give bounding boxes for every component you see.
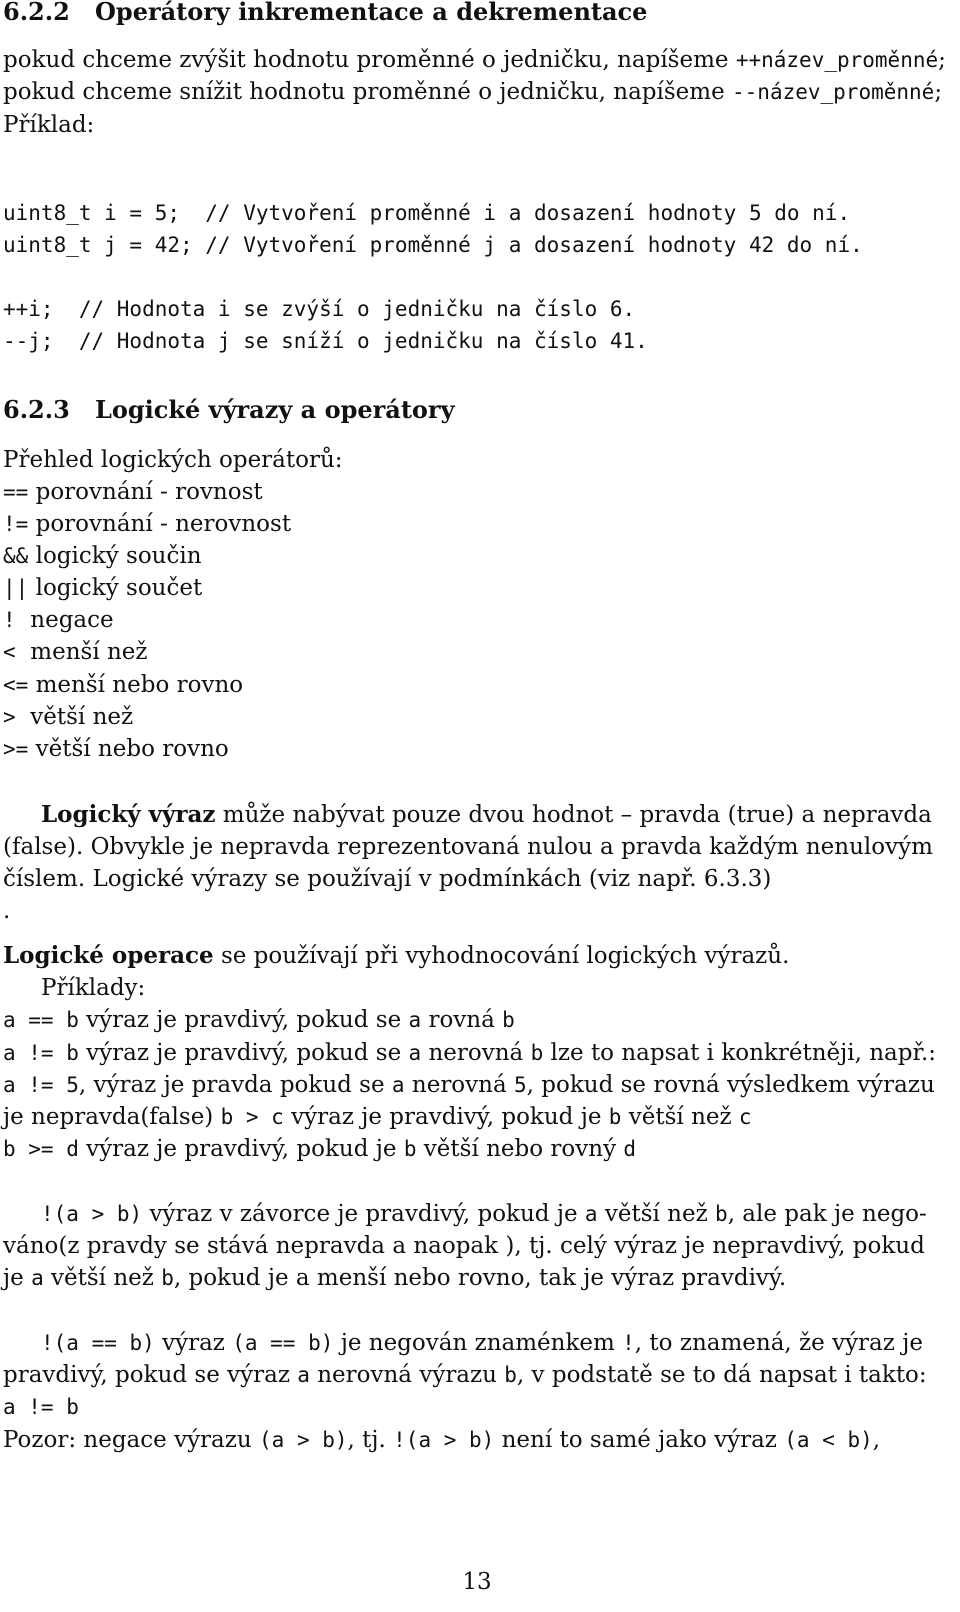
code-line-3: ++i; // Hodnota i se zvýší o jedničku na číslo 6. [3, 297, 636, 321]
text: větší než [621, 1104, 739, 1130]
operator-symbol: != [3, 512, 29, 536]
operator-symbol: > [3, 705, 16, 729]
text: výraz je pravdivý, pokud je [283, 1104, 609, 1130]
examples-label: Příklady: [41, 975, 146, 1001]
text: pravdivý, pokud se výraz [3, 1362, 298, 1388]
example-line-5 [3, 1133, 636, 1165]
section-title: Logické výrazy a operátory [95, 395, 455, 424]
section-heading-6-2-3 [3, 394, 455, 426]
text: větší nebo rovný [416, 1136, 624, 1162]
paragraph-line: (false). Obvykle je nepravda reprezentovaná nulou a pravda každým nenulovým [3, 834, 933, 860]
operator-symbol: <= [3, 673, 29, 697]
operator-desc: menší než [15, 639, 148, 665]
inline-code: b [504, 1363, 517, 1387]
text: větší než [597, 1201, 716, 1227]
text: , [872, 1427, 881, 1453]
operator-desc: porovnání - rovnost [28, 479, 263, 505]
negation-paragraph-2 [41, 1327, 923, 1359]
section-number: 6.2.2 [3, 0, 70, 26]
text: pokud chceme zvýšit hodnotu proměnné o jedničku, napíšeme [3, 47, 736, 73]
inline-code: b [161, 1266, 174, 1290]
text: , v podstatě se to dá napsat i takto: [516, 1362, 927, 1388]
text: ; [934, 79, 943, 105]
inline-code: ++název_proměnné [735, 48, 939, 72]
paragraph-line: . [3, 898, 11, 924]
inline-code: a [297, 1363, 310, 1387]
text: nerovná [404, 1072, 514, 1098]
text: větší než [43, 1265, 162, 1291]
text: je [3, 1265, 32, 1291]
inline-code: (a < b) [784, 1428, 873, 1452]
inline-code: a != b [3, 1041, 79, 1065]
text: výraz je pravdivý, pokud je [78, 1136, 404, 1162]
paragraph-logical-operations [3, 940, 789, 972]
paragraph-logical-expression [41, 799, 932, 831]
text: nerovná [421, 1040, 531, 1066]
operator-row [3, 669, 243, 701]
text: se používají při vyhodnocování logických výrazů. [213, 943, 790, 969]
operator-row [3, 508, 291, 540]
operator-desc: větší nebo rovno [28, 736, 229, 762]
paragraph-line [3, 1262, 786, 1294]
operator-row [3, 604, 114, 636]
operator-row [3, 540, 202, 572]
section-number: 6.2.3 [3, 395, 70, 424]
inline-code: !(a > b) [393, 1428, 495, 1452]
text: není to samé jako výraz [494, 1427, 785, 1453]
inline-code: (a > b) [259, 1428, 348, 1452]
section-title: Operátory inkrementace a dekrementace [95, 0, 648, 26]
text: výraz je pravdivý, pokud se [78, 1040, 409, 1066]
text: pokud chceme snížit hodnotu proměnné o jedničku, napíšeme [3, 79, 733, 105]
inline-code: c [738, 1105, 752, 1129]
operators-heading: Přehled logických operátorů: [3, 447, 343, 473]
inline-code: b [608, 1105, 622, 1129]
example-line-4 [3, 1101, 752, 1133]
negation-paragraph-1 [41, 1198, 927, 1230]
operator-desc: negace [15, 607, 114, 633]
inline-code: a [408, 1041, 422, 1065]
intro-line-3: Příklad: [3, 112, 95, 138]
paragraph-line: číslem. Logické výrazy se používají v podmínkách (viz např. 6.3.3) [3, 866, 772, 892]
example-line-1 [3, 1004, 515, 1036]
inline-code: a != 5 [3, 1073, 79, 1097]
inline-code: b [403, 1137, 417, 1161]
operator-row [3, 733, 229, 765]
example-line-3 [3, 1069, 935, 1101]
inline-code: b [530, 1041, 544, 1065]
bold-term: Logické operace [3, 942, 214, 969]
inline-code: --název_proměnné [732, 80, 935, 104]
operator-desc: menší nebo rovno [28, 672, 244, 698]
inline-code: a [584, 1202, 598, 1226]
operator-symbol: >= [3, 737, 29, 761]
text: , to znamená, že výraz je [634, 1330, 923, 1356]
inline-code: b [715, 1202, 728, 1226]
code-line-1: uint8_t i = 5; // Vytvoření proměnné i a dosazení hodnoty 5 do ní. [3, 201, 851, 225]
text: , tj. [347, 1427, 394, 1453]
text: lze to napsat i konkrétněji, např.: [543, 1040, 937, 1066]
bold-term: Logický výraz [41, 801, 216, 828]
text: ; [938, 47, 946, 73]
operator-row [3, 572, 202, 604]
page-number: 13 [462, 1569, 492, 1595]
operator-desc: logický součin [28, 543, 202, 569]
inline-code: a == b [3, 1008, 79, 1032]
operator-symbol: ! [3, 608, 16, 632]
operator-row [3, 636, 148, 668]
paragraph-line: váno(z pravdy se stává nepravda a naopak ), tj. celý výraz je nepravdivý, pokud [3, 1233, 925, 1259]
inline-code: a [31, 1266, 44, 1290]
operator-symbol: == [3, 480, 29, 504]
text: Pozor: negace výrazu [3, 1427, 260, 1453]
inline-code: 5 [514, 1073, 527, 1097]
inline-code: (a == b) [232, 1331, 334, 1355]
text: může nabývat pouze dvou hodnot – pravda (true) a nepravda [215, 802, 932, 828]
inline-code: !(a == b) [41, 1331, 155, 1355]
operator-symbol: || [3, 576, 29, 600]
inline-code: b > c [220, 1105, 284, 1129]
intro-line-2 [3, 76, 942, 108]
operator-desc: porovnání - nerovnost [28, 511, 292, 537]
text: , pokud se rovná výsledkem výrazu [526, 1072, 935, 1098]
text: výraz je pravdivý, pokud se [78, 1007, 409, 1033]
operator-row [3, 701, 133, 733]
operator-desc: logický součet [28, 575, 203, 601]
text: nerovná výrazu [309, 1362, 505, 1388]
example-line-2 [3, 1037, 936, 1069]
inline-code: ! [622, 1331, 635, 1355]
inline-code: a [391, 1073, 405, 1097]
text: rovná [421, 1007, 503, 1033]
warning-line [3, 1424, 880, 1456]
operator-symbol: && [3, 544, 29, 568]
inline-code-line: a != b [3, 1395, 79, 1419]
code-line-4: --j; // Hodnota j se sníží o jedničku na číslo 41. [3, 329, 648, 353]
text: výraz [154, 1330, 233, 1356]
inline-code: b >= d [3, 1137, 79, 1161]
inline-code: a [408, 1008, 422, 1032]
section-heading-6-2-2 [3, 0, 647, 28]
inline-code: b [502, 1008, 515, 1032]
operator-row [3, 476, 263, 508]
intro-line-1 [3, 44, 946, 76]
text: , pokud je a menší nebo rovno, tak je výraz pravdivý. [173, 1265, 787, 1291]
text: , výraz je pravda pokud se [78, 1072, 392, 1098]
inline-code: !(a > b) [41, 1202, 143, 1226]
paragraph-line [3, 1359, 927, 1391]
code-line-2: uint8_t j = 42; // Vytvoření proměnné j a dosazení hodnoty 42 do ní. [3, 233, 863, 257]
text: výraz v závorce je pravdivý, pokud je [142, 1201, 585, 1227]
inline-code: d [623, 1137, 637, 1161]
operator-symbol: < [3, 640, 16, 664]
text: je nepravda(false) [3, 1104, 221, 1130]
operator-desc: větší než [15, 704, 134, 730]
text: je negován znaménkem [333, 1330, 623, 1356]
text: , ale pak je nego- [727, 1201, 927, 1227]
